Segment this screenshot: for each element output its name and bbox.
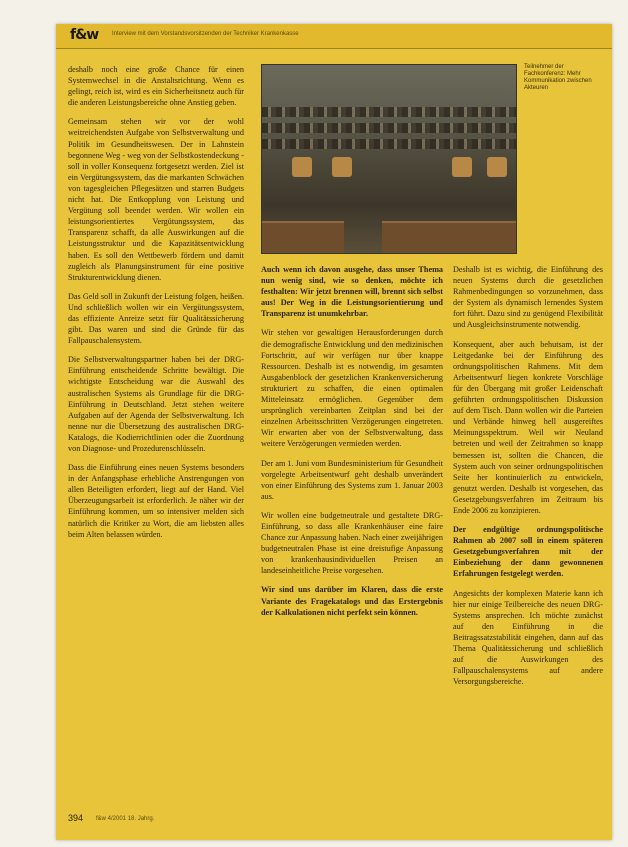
bold-paragraph: Der endgültige ordnungspolitische Rahmen ab 2007 soll in einem späteren Gesetzgebungsverfahren mit der Einbeziehung der dann gewonnenen Erfahrungen festgelegt werden.: [453, 525, 603, 579]
photo-caption: Teilnehmer der Fachkonferenz: Mehr Kommunikation zwischen Akteuren: [524, 64, 592, 91]
paragraph: Konsequent, aber auch behutsam, ist der Leitgedanke bei der Einführung des ordnungspolitischen Rahmens. Mit dem Arbeitsentwurf liegen konkrete Vorschläge für den Übergang mit großer Leidenschaft geführten ordnungspolitischen Diskussion auf dem Tisch. Dann wollen wir die Parteien und Verbände hinweg hell ausgereiftes Meinungsspektrum. Weil wir Neuland betreten und weil der Zeitrahmen so knapp bemessen ist, sollten die Chancen, die System auch von seiner ordnungspolitischen Seite her kontinuierlich zu entwickeln, genutzt werden. Deshalb ist vorgesehen, das Gesetzgebungsverfahren im Zeitraum bis Ende 2006 zu konzipieren.: [453, 339, 603, 515]
document-page: [56, 24, 612, 840]
paragraph: Deshalb ist es wichtig, die Einführung des neuen Systems durch die gesetzlichen Rahmenbedingungen so vorzunehmen, dass der System als dynamisch lernendes System fort führt. Dazu sind zu genügend Flexibilität und Ausgleichsinstrumente notwendig.: [453, 265, 603, 330]
bold-paragraph: Wir sind uns darüber im Klaren, dass die erste Variante des Fragekatalogs und das Erstergebnis der Kalkulationen nicht perfekt sein können.: [261, 585, 443, 617]
header-text: Interview mit dem Vorstandsvorsitzenden der Techniker Krankenkasse: [112, 31, 299, 37]
text-column-2: [261, 264, 443, 626]
conference-photo: [261, 64, 517, 254]
paragraph: Gemeinsam stehen wir vor der wohl weitreichendsten Aufgabe von Selbstverwaltung und Politik im Gesundheitswesen. Der in Lahnstein begonnene Weg - weg von der Selbstkostendeckung - soll in voller Konsequenz fortgesetzt werden. Ziel ist ein Vergütungssystem, das die markanten Schwächen von tagesgleichen Pflegesätzen und starren Budgets nicht hat. Die Entkopplung von Leistung und Vergütung soll beendet werden. Wir wollen ein leistungsorientiertes Vergütungssystem, das Transparenz schafft, da alle Auswirkungen auf die Leistungsstruktur und die Kapazitätsentwicklung haben. Es soll den Wettbewerb fördern und damit zugleich als Planungsinstrument für eine positive Strukturentwicklung dienen.: [68, 117, 244, 282]
text-column-1: [68, 64, 244, 548]
paragraph: Das Geld soll in Zukunft der Leistung folgen, heißen. Und schließlich wollen wir ein Vergütungssystem, das effiziente Anreize setzt für Qualitätssicherung gibt. Das waren und sind die Gründe für das Fallpauschalensystem.: [68, 291, 244, 346]
page-number: 394: [68, 813, 84, 823]
bold-paragraph: Auch wenn ich davon ausgehe, dass unser Thema nun wenig sind, wie so denken, möchte ich festhalten: Wir jetzt brennen will, brennt sich selbst aus! Der Weg in die Leistungsorientierung und Transparenz ist unumkehrbar.: [261, 265, 443, 319]
paragraph: Wir wollen eine budgetneutrale und gestaltete DRG-Einführung, so dass alle Krankenhäuser eine faire Chance zur Anpassung haben. Nach einer zweijährigen budgetneutralen Phase ist eine dreistufige Anpassung von krankenhausindividuellen Preisen an landeseinheitliche Preise vorgesehen.: [261, 510, 443, 576]
paragraph: Dass die Einführung eines neuen Systems besonders in der Anfangsphase erhebliche Anstrengungen von allen Beteiligten erfordert, liegt auf der Hand. Viel Überzeugungsarbeit ist erforderlich. Je näher wir der Einführung kommen, um so intensiver melden sich natürlich die Kritiker zu Wort, die am liebsten alles beim Alten belassen würden.: [68, 463, 244, 539]
paragraph: Der am 1. Juni vom Bundesministerium für Gesundheit vorgelegte Arbeitsentwurf geht deshalb unverändert von einer Einführung des Systems zum 1. Januar 2003 aus.: [261, 458, 443, 501]
paragraph: Die Selbstverwaltungspartner haben bei der DRG-Einführung entscheidende Schritte bewältigt. Die wichtigste Entscheidung war die Auswahl des australischen Systems als Grundlage für die DRG-Einführung in Deutschland. Jetzt stehen weitere Aufgaben auf der Agenda der Selbstverwaltung. Ich nenne nur die Übersetzung des australischen DRG-Katalogs, die Kodierrichtlinien oder die Zuordnung von Diagnose- und Prozedurenschlüsseln.: [68, 355, 244, 453]
logo: f&w: [70, 27, 99, 43]
text-column-3: [453, 264, 603, 695]
header-bar: [56, 24, 612, 49]
footer-source: f&w 4/2001 18. Jahrg.: [96, 816, 155, 822]
paragraph: Wir stehen vor gewaltigen Herausforderungen durch die demografische Entwicklung und den medizinischen Fortschritt, auf wir verfügen nur über knappe Ressourcen. Deshalb ist es notwendig, im gesamten Ausgabenblock der gesetzlichen Krankenversicherung strukturiert zu schaffen, die einen optimalen Mitteleinsatz ermöglichen. Gegenüber dem ursprünglich vereinbarten Zeitplan sind bei der einzelnen Arbeitsschritten Verzögerungen eingetreten. Wir erwarten aber von der Selbstverwaltung, dass weitere Verzögerungen vermieden werden.: [261, 328, 443, 449]
paragraph: deshalb noch eine große Chance für einen Systemwechsel in die Anstaltsrichtung. Wenn es gelingt, reich ist, wird es ein Sicherheitsnetz auch für die anderen Leistungsbereiche ohne Anstieg geben.: [68, 65, 244, 108]
paragraph: Angesichts der komplexen Materie kann ich hier nur einige Teilbereiche des neuen DRG-Systems ansprechen. Ich möchte zunächst auf den Einführung in die Beitragssatzstabilität eingehen, dann auf das Thema Qualitätssicherung und schließlich auf die Auswirkungen des Fallpauschalensystems auf andere Versorgungsbereiche.: [453, 588, 603, 687]
